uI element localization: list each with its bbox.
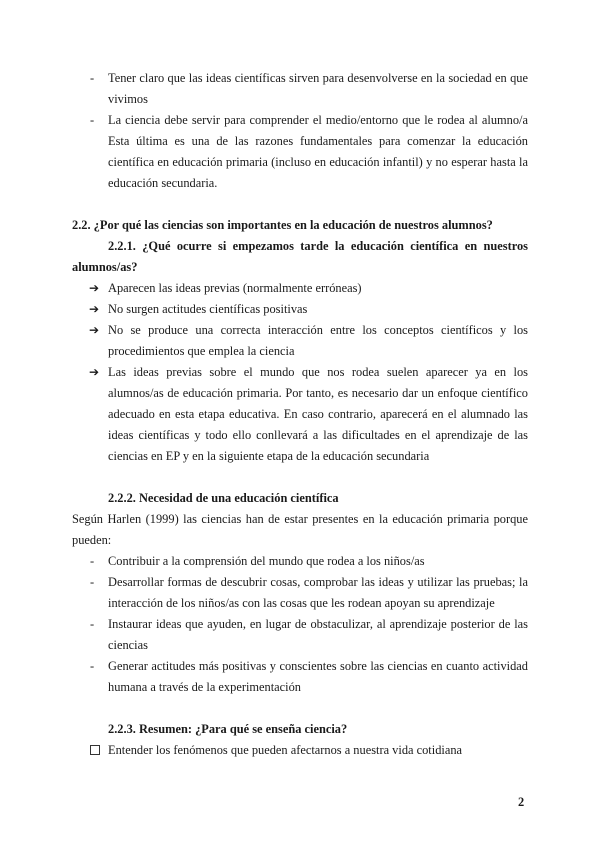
list-item-text: Las ideas previas sobre el mundo que nos rodea suelen aparecer ya en los alumnos/as de educación primaria. Por tanto, es necesario dar un enfoque científico adecuado en esta etapa educativa. En caso contrario, aparecerá en el alumnado las ideas científicas y todo ello conllevará a las dificultades en el aprendizaje de las ciencias en EP y en la siguiente etapa de la educación secundaria bbox=[108, 365, 528, 463]
harlen-list bbox=[72, 551, 528, 698]
list-item bbox=[72, 362, 528, 467]
list-item-text: No surgen actitudes científicas positivas bbox=[108, 302, 308, 316]
arrow-list bbox=[72, 278, 528, 467]
list-item bbox=[72, 278, 528, 299]
section-heading-2-2: 2.2. ¿Por qué las ciencias son importantes en la educación de nuestros alumnos? bbox=[72, 218, 493, 232]
arrow-bullet-icon: ➔ bbox=[89, 302, 100, 316]
checkbox-icon bbox=[90, 745, 100, 755]
page-content bbox=[72, 68, 528, 761]
subsection-heading-2-2-3: 2.2.3. Resumen: ¿Para qué se enseña ciencia? bbox=[108, 722, 348, 736]
list-item-text: No se produce una correcta interacción entre los conceptos científicos y los procedimientos que emplea la ciencia bbox=[108, 323, 528, 358]
list-item-text: Entender los fenómenos que pueden afectarnos a nuestra vida cotidiana bbox=[108, 743, 463, 757]
list-item bbox=[72, 299, 528, 320]
list-item-text: Aparecen las ideas previas (normalmente erróneas) bbox=[108, 281, 362, 295]
subsection-heading-2-2-1: 2.2.1. ¿Qué ocurre si empezamos tarde la educación científica en nuestros alumnos/as? bbox=[72, 239, 528, 274]
list-item bbox=[72, 320, 528, 362]
arrow-bullet-icon: ➔ bbox=[89, 323, 100, 337]
list-item: - Instaurar ideas que ayuden, en lugar de obstaculizar, al aprendizaje posterior de las ciencias bbox=[72, 614, 528, 656]
paragraph: Según Harlen (1999) las ciencias han de estar presentes en la educación primaria porque pueden: bbox=[72, 512, 528, 547]
list-item: - Generar actitudes más positivas y conscientes sobre las ciencias en cuanto actividad humana a través de la experimentación bbox=[72, 656, 528, 698]
list-item: - Tener claro que las ideas científicas sirven para desenvolverse en la sociedad en que vivimos bbox=[72, 68, 528, 110]
subsection-heading-2-2-2: 2.2.2. Necesidad de una educación científica bbox=[108, 491, 339, 505]
list-item: - Desarrollar formas de descubrir cosas, comprobar las ideas y utilizar las pruebas; la interacción de los niños/as con las cosas que les rodean apoyan su aprendizaje bbox=[72, 572, 528, 614]
arrow-bullet-icon: ➔ bbox=[89, 281, 100, 295]
list-item: - La ciencia debe servir para comprender el medio/entorno que le rodea al alumno/a Esta última es una de las razones fundamentales para comenzar la educación científica en educación primaria (incluso en educación infantil) y no esperar hasta la educación secundaria. bbox=[72, 110, 528, 194]
arrow-bullet-icon: ➔ bbox=[89, 365, 100, 379]
checkbox-list-item bbox=[72, 740, 528, 761]
list-item: - Contribuir a la comprensión del mundo que rodea a los niños/as bbox=[72, 551, 528, 572]
page-number: 2 bbox=[518, 795, 525, 809]
intro-list bbox=[72, 68, 528, 194]
